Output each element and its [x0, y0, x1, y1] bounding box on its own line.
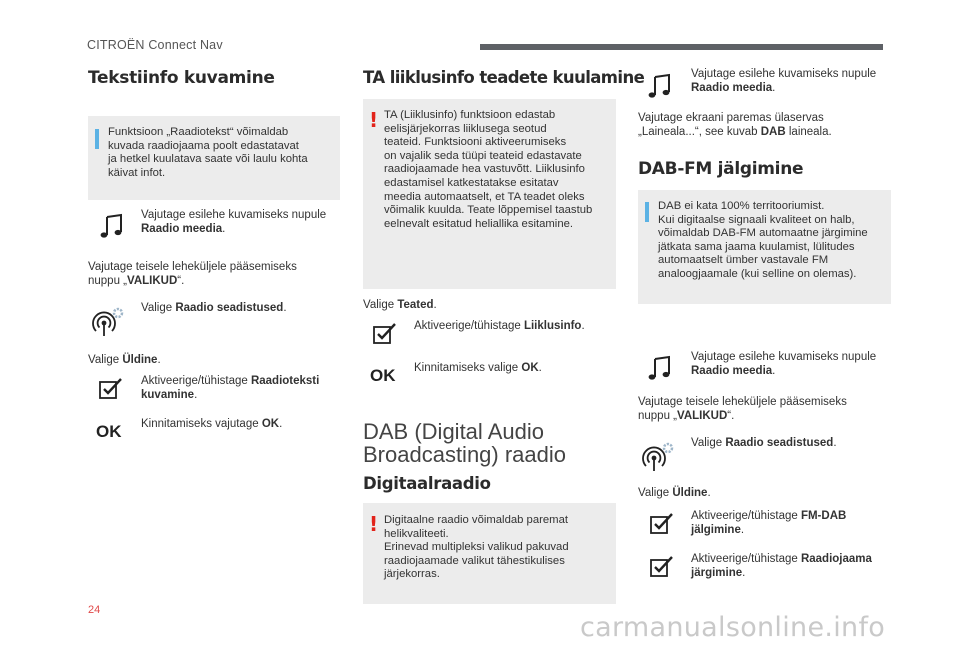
step-toggle-traffic: Aktiveerige/tühistage Liiklusinfo.	[414, 320, 585, 332]
header-bar	[480, 44, 883, 50]
para-uldine: Valige Üldine.	[638, 487, 711, 499]
step-radio-settings: Valige Raadio seadistused.	[691, 437, 837, 449]
watermark: carmanualsonline.info	[580, 612, 886, 643]
ok-icon: OK	[370, 366, 396, 385]
para-uldine: Valige Üldine.	[88, 354, 161, 366]
ok-icon: OK	[96, 422, 122, 441]
step-toggle-station-follow: Aktiveerige/tühistage Raadiojaama järgimine.	[691, 553, 872, 579]
info-box-radiotext: Funktsioon „Raadiotekst“ võimaldab kuvada raadiojaama poolt edastatavat ja hetkel kuulatava saate või laulu kohta käivat infot.	[88, 116, 340, 200]
para-valikud: Vajutage teisele leheküljele pääsemiseks nuppu „VALIKUD“.	[88, 261, 297, 287]
section-title-dab-fm: DAB-FM jälgimine	[638, 159, 804, 179]
step-toggle-fm-dab: Aktiveerige/tühistage FM-DAB jälgimine.	[691, 510, 847, 536]
step-toggle-radiotext: Aktiveerige/tühistage Raadioteksti kuvamine.	[141, 375, 320, 401]
step-open-home: Vajutage esilehe kuvamiseks nupule Raadio meedia.	[691, 68, 877, 94]
para-valikud: Vajutage teisele leheküljele pääsemiseks nuppu „VALIKUD“.	[638, 396, 847, 422]
radio-settings-icon	[640, 438, 676, 472]
step-confirm-ok: Kinnitamiseks valige OK.	[414, 362, 542, 374]
page-number: 24	[88, 604, 101, 616]
section-title-ta: TA liiklusinfo teadete kuulamine	[363, 68, 645, 87]
warning-icon: !	[369, 512, 379, 536]
music-note-icon	[99, 213, 125, 239]
checkbox-icon	[99, 377, 123, 399]
music-note-icon	[647, 355, 673, 381]
subsection-title-digital-radio: Digitaalraadio	[363, 474, 491, 493]
checkbox-icon	[650, 512, 674, 534]
section-title-dab: DAB (Digital Audio Broadcasting) raadio	[363, 419, 567, 467]
info-box-dab-fm: DAB ei kata 100% territooriumist. Kui digitaalse signaali kvaliteet on halb, võimaldab DAB-FM automaatne järgimine jätkata sama jaama kuulamist, lülitudes automaatselt ümber vastavale FM analoogjaamale (kui selline on olemas).	[638, 190, 891, 304]
radio-settings-icon	[90, 303, 126, 337]
checkbox-icon	[373, 322, 397, 344]
header-brand: CITROËN Connect Nav	[87, 38, 223, 52]
info-icon	[645, 202, 649, 222]
info-icon	[95, 129, 99, 149]
music-note-icon	[647, 73, 673, 99]
warning-box-ta: ! TA (Liiklusinfo) funktsioon edastab eelisjärjekorras liiklusega seotud teateid. Funktsiooni aktiveerumiseks on vajalik seda tüüpi teateid edastavate raadiojaamade hea vastuvõtt. Liiklusinfo edastamisel katkestatakse esitatav meedia automaatselt, et TA teadet oleks võimalik kuulda. Teate lõppemisel taastub eelnevalt esitatud heliallika esitamine.	[363, 99, 616, 289]
warning-icon: !	[369, 108, 379, 132]
section-title-text-info: Tekstiinfo kuvamine	[88, 68, 275, 88]
checkbox-icon	[650, 555, 674, 577]
para-band: Vajutage ekraani paremas ülaservas „Laineala...“, see kuvab DAB laineala.	[638, 112, 832, 138]
para-teated: Valige Teated.	[363, 299, 437, 311]
warning-box-digital: ! Digitaalne raadio võimaldab paremat helikvaliteeti. Erinevad multipleksi valikud pakuvad raadiojaamade valikut tähestikulises järjekorras.	[363, 503, 616, 604]
step-confirm-ok: Kinnitamiseks vajutage OK.	[141, 418, 283, 430]
step-open-home: Vajutage esilehe kuvamiseks nupule Raadio meedia.	[691, 351, 877, 377]
step-radio-settings: Valige Raadio seadistused.	[141, 302, 287, 314]
step-open-home: Vajutage esilehe kuvamiseks nupule Raadio meedia.	[141, 209, 327, 235]
